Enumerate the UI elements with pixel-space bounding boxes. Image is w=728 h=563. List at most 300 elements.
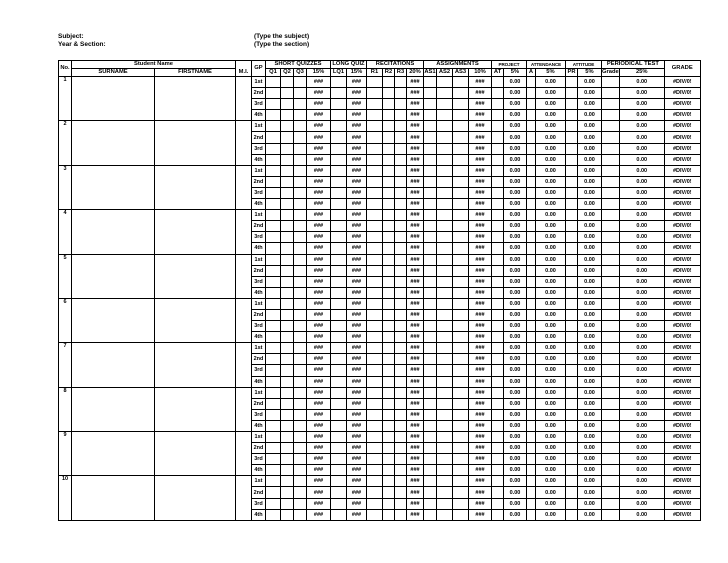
a-cell[interactable] <box>527 476 536 487</box>
lq1-cell[interactable] <box>331 110 347 121</box>
as3-cell[interactable] <box>453 476 469 487</box>
r1-cell[interactable] <box>367 221 383 232</box>
pt-grade-cell[interactable] <box>602 454 620 465</box>
q3-cell[interactable] <box>294 398 307 409</box>
firstname-cell[interactable] <box>155 165 236 209</box>
a-cell[interactable] <box>527 321 536 332</box>
at-cell[interactable] <box>492 376 504 387</box>
r2-cell[interactable] <box>383 398 395 409</box>
lq1-cell[interactable] <box>331 143 347 154</box>
as1-cell[interactable] <box>424 88 437 99</box>
q2-cell[interactable] <box>281 443 294 454</box>
as1-cell[interactable] <box>424 176 437 187</box>
q2-cell[interactable] <box>281 487 294 498</box>
lq1-cell[interactable] <box>331 265 347 276</box>
at-cell[interactable] <box>492 387 504 398</box>
pr-cell[interactable] <box>566 143 578 154</box>
r3-cell[interactable] <box>395 398 407 409</box>
as3-cell[interactable] <box>453 254 469 265</box>
r1-cell[interactable] <box>367 365 383 376</box>
pt-grade-cell[interactable] <box>602 243 620 254</box>
q1-cell[interactable] <box>266 432 281 443</box>
as1-cell[interactable] <box>424 143 437 154</box>
q3-cell[interactable] <box>294 187 307 198</box>
q3-cell[interactable] <box>294 132 307 143</box>
r1-cell[interactable] <box>367 354 383 365</box>
q3-cell[interactable] <box>294 465 307 476</box>
as3-cell[interactable] <box>453 187 469 198</box>
r1-cell[interactable] <box>367 243 383 254</box>
q3-cell[interactable] <box>294 376 307 387</box>
a-cell[interactable] <box>527 77 536 88</box>
pr-cell[interactable] <box>566 243 578 254</box>
pt-grade-cell[interactable] <box>602 498 620 509</box>
r3-cell[interactable] <box>395 77 407 88</box>
lq1-cell[interactable] <box>331 210 347 221</box>
lq1-cell[interactable] <box>331 376 347 387</box>
as1-cell[interactable] <box>424 487 437 498</box>
r1-cell[interactable] <box>367 376 383 387</box>
r2-cell[interactable] <box>383 509 395 520</box>
as3-cell[interactable] <box>453 309 469 320</box>
q2-cell[interactable] <box>281 88 294 99</box>
pr-cell[interactable] <box>566 187 578 198</box>
q3-cell[interactable] <box>294 210 307 221</box>
firstname-cell[interactable] <box>155 77 236 121</box>
pr-cell[interactable] <box>566 387 578 398</box>
lq1-cell[interactable] <box>331 443 347 454</box>
lq1-cell[interactable] <box>331 77 347 88</box>
pr-cell[interactable] <box>566 465 578 476</box>
q2-cell[interactable] <box>281 243 294 254</box>
a-cell[interactable] <box>527 354 536 365</box>
r1-cell[interactable] <box>367 298 383 309</box>
as1-cell[interactable] <box>424 77 437 88</box>
r1-cell[interactable] <box>367 476 383 487</box>
pr-cell[interactable] <box>566 443 578 454</box>
r2-cell[interactable] <box>383 354 395 365</box>
r3-cell[interactable] <box>395 165 407 176</box>
q3-cell[interactable] <box>294 287 307 298</box>
q1-cell[interactable] <box>266 476 281 487</box>
at-cell[interactable] <box>492 276 504 287</box>
q2-cell[interactable] <box>281 210 294 221</box>
r3-cell[interactable] <box>395 276 407 287</box>
r1-cell[interactable] <box>367 132 383 143</box>
lq1-cell[interactable] <box>331 343 347 354</box>
q3-cell[interactable] <box>294 176 307 187</box>
r2-cell[interactable] <box>383 365 395 376</box>
as3-cell[interactable] <box>453 99 469 110</box>
at-cell[interactable] <box>492 365 504 376</box>
r3-cell[interactable] <box>395 221 407 232</box>
as3-cell[interactable] <box>453 332 469 343</box>
r2-cell[interactable] <box>383 332 395 343</box>
pr-cell[interactable] <box>566 487 578 498</box>
r3-cell[interactable] <box>395 509 407 520</box>
a-cell[interactable] <box>527 243 536 254</box>
q1-cell[interactable] <box>266 88 281 99</box>
as3-cell[interactable] <box>453 276 469 287</box>
r3-cell[interactable] <box>395 298 407 309</box>
lq1-cell[interactable] <box>331 487 347 498</box>
as1-cell[interactable] <box>424 309 437 320</box>
r1-cell[interactable] <box>367 509 383 520</box>
mi-cell[interactable] <box>236 254 252 298</box>
lq1-cell[interactable] <box>331 409 347 420</box>
as1-cell[interactable] <box>424 420 437 431</box>
r2-cell[interactable] <box>383 309 395 320</box>
pr-cell[interactable] <box>566 165 578 176</box>
surname-cell[interactable] <box>72 476 155 520</box>
a-cell[interactable] <box>527 99 536 110</box>
as3-cell[interactable] <box>453 132 469 143</box>
as2-cell[interactable] <box>437 287 453 298</box>
pr-cell[interactable] <box>566 221 578 232</box>
as1-cell[interactable] <box>424 498 437 509</box>
r3-cell[interactable] <box>395 88 407 99</box>
at-cell[interactable] <box>492 343 504 354</box>
as2-cell[interactable] <box>437 465 453 476</box>
q1-cell[interactable] <box>266 354 281 365</box>
pt-grade-cell[interactable] <box>602 176 620 187</box>
r2-cell[interactable] <box>383 232 395 243</box>
as1-cell[interactable] <box>424 165 437 176</box>
r2-cell[interactable] <box>383 432 395 443</box>
r2-cell[interactable] <box>383 221 395 232</box>
as3-cell[interactable] <box>453 509 469 520</box>
mi-cell[interactable] <box>236 77 252 121</box>
lq1-cell[interactable] <box>331 354 347 365</box>
a-cell[interactable] <box>527 265 536 276</box>
r1-cell[interactable] <box>367 77 383 88</box>
subject-value[interactable]: (Type the subject) <box>254 33 310 40</box>
as2-cell[interactable] <box>437 199 453 210</box>
q2-cell[interactable] <box>281 298 294 309</box>
pt-grade-cell[interactable] <box>602 398 620 409</box>
r2-cell[interactable] <box>383 176 395 187</box>
q2-cell[interactable] <box>281 465 294 476</box>
q2-cell[interactable] <box>281 132 294 143</box>
q3-cell[interactable] <box>294 509 307 520</box>
as2-cell[interactable] <box>437 210 453 221</box>
r2-cell[interactable] <box>383 243 395 254</box>
q1-cell[interactable] <box>266 110 281 121</box>
r1-cell[interactable] <box>367 409 383 420</box>
as3-cell[interactable] <box>453 454 469 465</box>
as1-cell[interactable] <box>424 254 437 265</box>
q2-cell[interactable] <box>281 165 294 176</box>
r3-cell[interactable] <box>395 465 407 476</box>
as1-cell[interactable] <box>424 509 437 520</box>
as2-cell[interactable] <box>437 143 453 154</box>
q3-cell[interactable] <box>294 165 307 176</box>
pr-cell[interactable] <box>566 476 578 487</box>
as1-cell[interactable] <box>424 210 437 221</box>
a-cell[interactable] <box>527 443 536 454</box>
a-cell[interactable] <box>527 154 536 165</box>
r3-cell[interactable] <box>395 210 407 221</box>
q2-cell[interactable] <box>281 287 294 298</box>
q2-cell[interactable] <box>281 232 294 243</box>
q3-cell[interactable] <box>294 298 307 309</box>
as1-cell[interactable] <box>424 243 437 254</box>
as1-cell[interactable] <box>424 343 437 354</box>
at-cell[interactable] <box>492 154 504 165</box>
a-cell[interactable] <box>527 309 536 320</box>
r2-cell[interactable] <box>383 321 395 332</box>
r1-cell[interactable] <box>367 176 383 187</box>
r3-cell[interactable] <box>395 420 407 431</box>
pr-cell[interactable] <box>566 420 578 431</box>
q1-cell[interactable] <box>266 309 281 320</box>
pt-grade-cell[interactable] <box>602 221 620 232</box>
a-cell[interactable] <box>527 387 536 398</box>
mi-cell[interactable] <box>236 343 252 387</box>
as3-cell[interactable] <box>453 354 469 365</box>
pt-grade-cell[interactable] <box>602 409 620 420</box>
q3-cell[interactable] <box>294 309 307 320</box>
pt-grade-cell[interactable] <box>602 154 620 165</box>
q1-cell[interactable] <box>266 199 281 210</box>
pr-cell[interactable] <box>566 110 578 121</box>
r2-cell[interactable] <box>383 154 395 165</box>
r1-cell[interactable] <box>367 309 383 320</box>
pt-grade-cell[interactable] <box>602 376 620 387</box>
as2-cell[interactable] <box>437 154 453 165</box>
as3-cell[interactable] <box>453 77 469 88</box>
at-cell[interactable] <box>492 199 504 210</box>
pt-grade-cell[interactable] <box>602 121 620 132</box>
pt-grade-cell[interactable] <box>602 99 620 110</box>
as3-cell[interactable] <box>453 487 469 498</box>
q2-cell[interactable] <box>281 187 294 198</box>
r2-cell[interactable] <box>383 498 395 509</box>
pt-grade-cell[interactable] <box>602 465 620 476</box>
r1-cell[interactable] <box>367 99 383 110</box>
lq1-cell[interactable] <box>331 165 347 176</box>
as3-cell[interactable] <box>453 321 469 332</box>
lq1-cell[interactable] <box>331 387 347 398</box>
pt-grade-cell[interactable] <box>602 354 620 365</box>
surname-cell[interactable] <box>72 77 155 121</box>
pr-cell[interactable] <box>566 398 578 409</box>
pr-cell[interactable] <box>566 88 578 99</box>
pr-cell[interactable] <box>566 77 578 88</box>
pr-cell[interactable] <box>566 176 578 187</box>
pr-cell[interactable] <box>566 354 578 365</box>
r2-cell[interactable] <box>383 110 395 121</box>
as2-cell[interactable] <box>437 509 453 520</box>
a-cell[interactable] <box>527 254 536 265</box>
q1-cell[interactable] <box>266 465 281 476</box>
q1-cell[interactable] <box>266 221 281 232</box>
as2-cell[interactable] <box>437 132 453 143</box>
at-cell[interactable] <box>492 309 504 320</box>
q2-cell[interactable] <box>281 332 294 343</box>
as1-cell[interactable] <box>424 199 437 210</box>
pr-cell[interactable] <box>566 321 578 332</box>
r3-cell[interactable] <box>395 376 407 387</box>
as2-cell[interactable] <box>437 254 453 265</box>
r1-cell[interactable] <box>367 443 383 454</box>
as2-cell[interactable] <box>437 176 453 187</box>
q1-cell[interactable] <box>266 443 281 454</box>
as3-cell[interactable] <box>453 143 469 154</box>
r3-cell[interactable] <box>395 476 407 487</box>
a-cell[interactable] <box>527 199 536 210</box>
pr-cell[interactable] <box>566 254 578 265</box>
q2-cell[interactable] <box>281 154 294 165</box>
as2-cell[interactable] <box>437 498 453 509</box>
q3-cell[interactable] <box>294 387 307 398</box>
a-cell[interactable] <box>527 343 536 354</box>
as1-cell[interactable] <box>424 232 437 243</box>
q3-cell[interactable] <box>294 232 307 243</box>
r1-cell[interactable] <box>367 321 383 332</box>
at-cell[interactable] <box>492 298 504 309</box>
q1-cell[interactable] <box>266 287 281 298</box>
firstname-cell[interactable] <box>155 254 236 298</box>
at-cell[interactable] <box>492 332 504 343</box>
r1-cell[interactable] <box>367 432 383 443</box>
lq1-cell[interactable] <box>331 365 347 376</box>
at-cell[interactable] <box>492 121 504 132</box>
r2-cell[interactable] <box>383 187 395 198</box>
q3-cell[interactable] <box>294 432 307 443</box>
lq1-cell[interactable] <box>331 332 347 343</box>
r2-cell[interactable] <box>383 121 395 132</box>
q2-cell[interactable] <box>281 77 294 88</box>
at-cell[interactable] <box>492 409 504 420</box>
as2-cell[interactable] <box>437 443 453 454</box>
pt-grade-cell[interactable] <box>602 343 620 354</box>
pr-cell[interactable] <box>566 409 578 420</box>
q3-cell[interactable] <box>294 154 307 165</box>
r1-cell[interactable] <box>367 420 383 431</box>
a-cell[interactable] <box>527 298 536 309</box>
surname-cell[interactable] <box>72 432 155 476</box>
r2-cell[interactable] <box>383 420 395 431</box>
a-cell[interactable] <box>527 121 536 132</box>
surname-cell[interactable] <box>72 343 155 387</box>
pt-grade-cell[interactable] <box>602 476 620 487</box>
q1-cell[interactable] <box>266 298 281 309</box>
as2-cell[interactable] <box>437 99 453 110</box>
pt-grade-cell[interactable] <box>602 365 620 376</box>
q3-cell[interactable] <box>294 254 307 265</box>
q1-cell[interactable] <box>266 387 281 398</box>
q3-cell[interactable] <box>294 143 307 154</box>
as1-cell[interactable] <box>424 221 437 232</box>
pr-cell[interactable] <box>566 154 578 165</box>
r2-cell[interactable] <box>383 210 395 221</box>
q3-cell[interactable] <box>294 476 307 487</box>
as2-cell[interactable] <box>437 298 453 309</box>
at-cell[interactable] <box>492 210 504 221</box>
as1-cell[interactable] <box>424 365 437 376</box>
a-cell[interactable] <box>527 276 536 287</box>
r3-cell[interactable] <box>395 110 407 121</box>
as3-cell[interactable] <box>453 465 469 476</box>
q3-cell[interactable] <box>294 498 307 509</box>
at-cell[interactable] <box>492 487 504 498</box>
r1-cell[interactable] <box>367 387 383 398</box>
r2-cell[interactable] <box>383 409 395 420</box>
at-cell[interactable] <box>492 498 504 509</box>
lq1-cell[interactable] <box>331 132 347 143</box>
pt-grade-cell[interactable] <box>602 332 620 343</box>
as2-cell[interactable] <box>437 432 453 443</box>
r3-cell[interactable] <box>395 365 407 376</box>
q2-cell[interactable] <box>281 121 294 132</box>
as3-cell[interactable] <box>453 154 469 165</box>
lq1-cell[interactable] <box>331 465 347 476</box>
as3-cell[interactable] <box>453 343 469 354</box>
q3-cell[interactable] <box>294 454 307 465</box>
pr-cell[interactable] <box>566 498 578 509</box>
firstname-cell[interactable] <box>155 476 236 520</box>
at-cell[interactable] <box>492 509 504 520</box>
pr-cell[interactable] <box>566 298 578 309</box>
a-cell[interactable] <box>527 498 536 509</box>
mi-cell[interactable] <box>236 298 252 342</box>
at-cell[interactable] <box>492 88 504 99</box>
pr-cell[interactable] <box>566 332 578 343</box>
q1-cell[interactable] <box>266 99 281 110</box>
surname-cell[interactable] <box>72 121 155 165</box>
r1-cell[interactable] <box>367 287 383 298</box>
as1-cell[interactable] <box>424 154 437 165</box>
lq1-cell[interactable] <box>331 232 347 243</box>
r3-cell[interactable] <box>395 265 407 276</box>
r2-cell[interactable] <box>383 165 395 176</box>
q1-cell[interactable] <box>266 498 281 509</box>
a-cell[interactable] <box>527 487 536 498</box>
r1-cell[interactable] <box>367 343 383 354</box>
as3-cell[interactable] <box>453 221 469 232</box>
firstname-cell[interactable] <box>155 432 236 476</box>
at-cell[interactable] <box>492 165 504 176</box>
r3-cell[interactable] <box>395 132 407 143</box>
q2-cell[interactable] <box>281 199 294 210</box>
r2-cell[interactable] <box>383 99 395 110</box>
q1-cell[interactable] <box>266 398 281 409</box>
as1-cell[interactable] <box>424 398 437 409</box>
section-value[interactable]: (Type the section) <box>254 41 310 48</box>
lq1-cell[interactable] <box>331 221 347 232</box>
r2-cell[interactable] <box>383 77 395 88</box>
pr-cell[interactable] <box>566 276 578 287</box>
r3-cell[interactable] <box>395 154 407 165</box>
as2-cell[interactable] <box>437 165 453 176</box>
as3-cell[interactable] <box>453 121 469 132</box>
as3-cell[interactable] <box>453 199 469 210</box>
as3-cell[interactable] <box>453 398 469 409</box>
q2-cell[interactable] <box>281 365 294 376</box>
pr-cell[interactable] <box>566 309 578 320</box>
r3-cell[interactable] <box>395 121 407 132</box>
q1-cell[interactable] <box>266 376 281 387</box>
q2-cell[interactable] <box>281 398 294 409</box>
r2-cell[interactable] <box>383 199 395 210</box>
pt-grade-cell[interactable] <box>602 77 620 88</box>
as1-cell[interactable] <box>424 443 437 454</box>
lq1-cell[interactable] <box>331 420 347 431</box>
as2-cell[interactable] <box>437 121 453 132</box>
r2-cell[interactable] <box>383 487 395 498</box>
q1-cell[interactable] <box>266 143 281 154</box>
